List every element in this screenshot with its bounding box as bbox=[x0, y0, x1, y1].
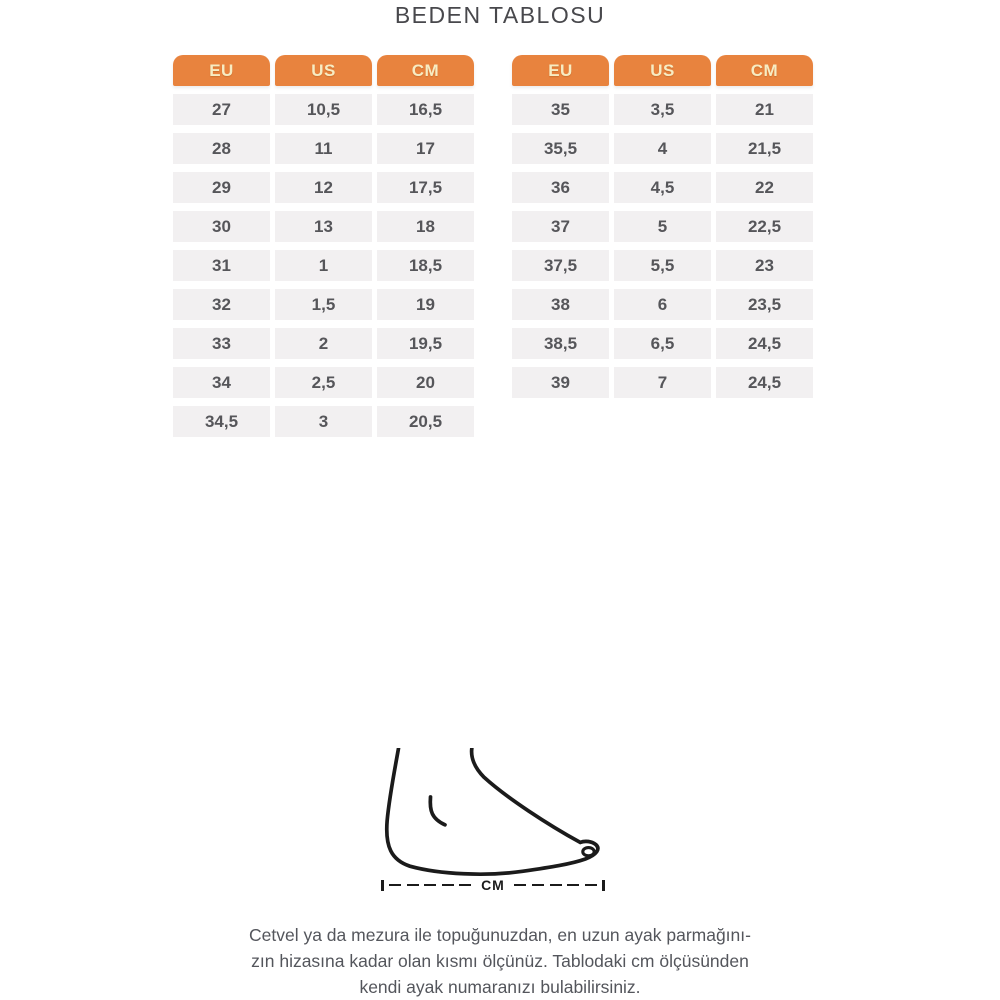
table-cell: 23,5 bbox=[716, 289, 813, 320]
table-cell: 2,5 bbox=[275, 367, 372, 398]
column-header-us: US bbox=[275, 55, 372, 86]
table-cell: 24,5 bbox=[716, 367, 813, 398]
table-cell: 3 bbox=[275, 406, 372, 437]
table-cell: 5 bbox=[614, 211, 711, 242]
table-cell: 21 bbox=[716, 94, 813, 125]
table-cell: 33 bbox=[173, 328, 270, 359]
table-cell: 6 bbox=[614, 289, 711, 320]
foot-outline bbox=[387, 748, 598, 874]
table-cell: 20 bbox=[377, 367, 474, 398]
table-cell: 34,5 bbox=[173, 406, 270, 437]
foot-illustration bbox=[383, 748, 605, 878]
table-cell: 38,5 bbox=[512, 328, 609, 359]
instruction-line: zın hizasına kadar olan kısmı ölçünüz. Tablodaki cm ölçüsünden bbox=[251, 951, 749, 971]
table-cell: 17 bbox=[377, 133, 474, 164]
instruction-line: Cetvel ya da mezura ile topuğunuzdan, en uzun ayak parmağını- bbox=[249, 925, 751, 945]
measuring-instructions bbox=[200, 922, 800, 1000]
table-cell: 19,5 bbox=[377, 328, 474, 359]
table-cell: 35 bbox=[512, 94, 609, 125]
table-cell: 37 bbox=[512, 211, 609, 242]
table-cell: 28 bbox=[173, 133, 270, 164]
table-cell: 17,5 bbox=[377, 172, 474, 203]
instruction-line: kendi ayak numaranızı bulabilirsiniz. bbox=[359, 977, 641, 997]
table-cell: 19 bbox=[377, 289, 474, 320]
column-header-eu: EU bbox=[173, 55, 270, 86]
measure-tick-left bbox=[381, 880, 384, 891]
column-header-cm: CM bbox=[377, 55, 474, 86]
table-cell: 35,5 bbox=[512, 133, 609, 164]
table-cell: 4 bbox=[614, 133, 711, 164]
column-header-us: US bbox=[614, 55, 711, 86]
table-cell: 22 bbox=[716, 172, 813, 203]
column-header-eu: EU bbox=[512, 55, 609, 86]
table-cell: 22,5 bbox=[716, 211, 813, 242]
table-cell: 18 bbox=[377, 211, 474, 242]
table-cell: 5,5 bbox=[614, 250, 711, 281]
table-cell: 6,5 bbox=[614, 328, 711, 359]
big-toe-nail bbox=[583, 848, 594, 856]
table-cell: 3,5 bbox=[614, 94, 711, 125]
table-cell: 31 bbox=[173, 250, 270, 281]
table-cell: 38 bbox=[512, 289, 609, 320]
table-cell: 30 bbox=[173, 211, 270, 242]
measure-tick-right bbox=[602, 880, 605, 891]
page-title: BEDEN TABLOSU bbox=[394, 2, 606, 28]
table-cell: 7 bbox=[614, 367, 711, 398]
measurement-line bbox=[381, 878, 605, 892]
table-cell: 20,5 bbox=[377, 406, 474, 437]
table-cell: 27 bbox=[173, 94, 270, 125]
table-cell: 10,5 bbox=[275, 94, 372, 125]
size-table-adults bbox=[512, 55, 813, 398]
measure-unit-label: CM bbox=[481, 877, 505, 893]
table-cell: 12 bbox=[275, 172, 372, 203]
column-header-cm: CM bbox=[716, 55, 813, 86]
table-cell: 39 bbox=[512, 367, 609, 398]
table-cell: 23 bbox=[716, 250, 813, 281]
size-table-children bbox=[173, 55, 474, 437]
table-cell: 2 bbox=[275, 328, 372, 359]
table-cell: 24,5 bbox=[716, 328, 813, 359]
table-cell: 34 bbox=[173, 367, 270, 398]
table-cell: 4,5 bbox=[614, 172, 711, 203]
table-cell: 21,5 bbox=[716, 133, 813, 164]
table-cell: 29 bbox=[173, 172, 270, 203]
table-cell: 18,5 bbox=[377, 250, 474, 281]
table-cell: 32 bbox=[173, 289, 270, 320]
ankle-curve bbox=[430, 797, 445, 825]
table-cell: 13 bbox=[275, 211, 372, 242]
table-cell: 37,5 bbox=[512, 250, 609, 281]
table-cell: 1,5 bbox=[275, 289, 372, 320]
table-cell: 16,5 bbox=[377, 94, 474, 125]
table-cell: 1 bbox=[275, 250, 372, 281]
table-cell: 11 bbox=[275, 133, 372, 164]
table-cell: 36 bbox=[512, 172, 609, 203]
